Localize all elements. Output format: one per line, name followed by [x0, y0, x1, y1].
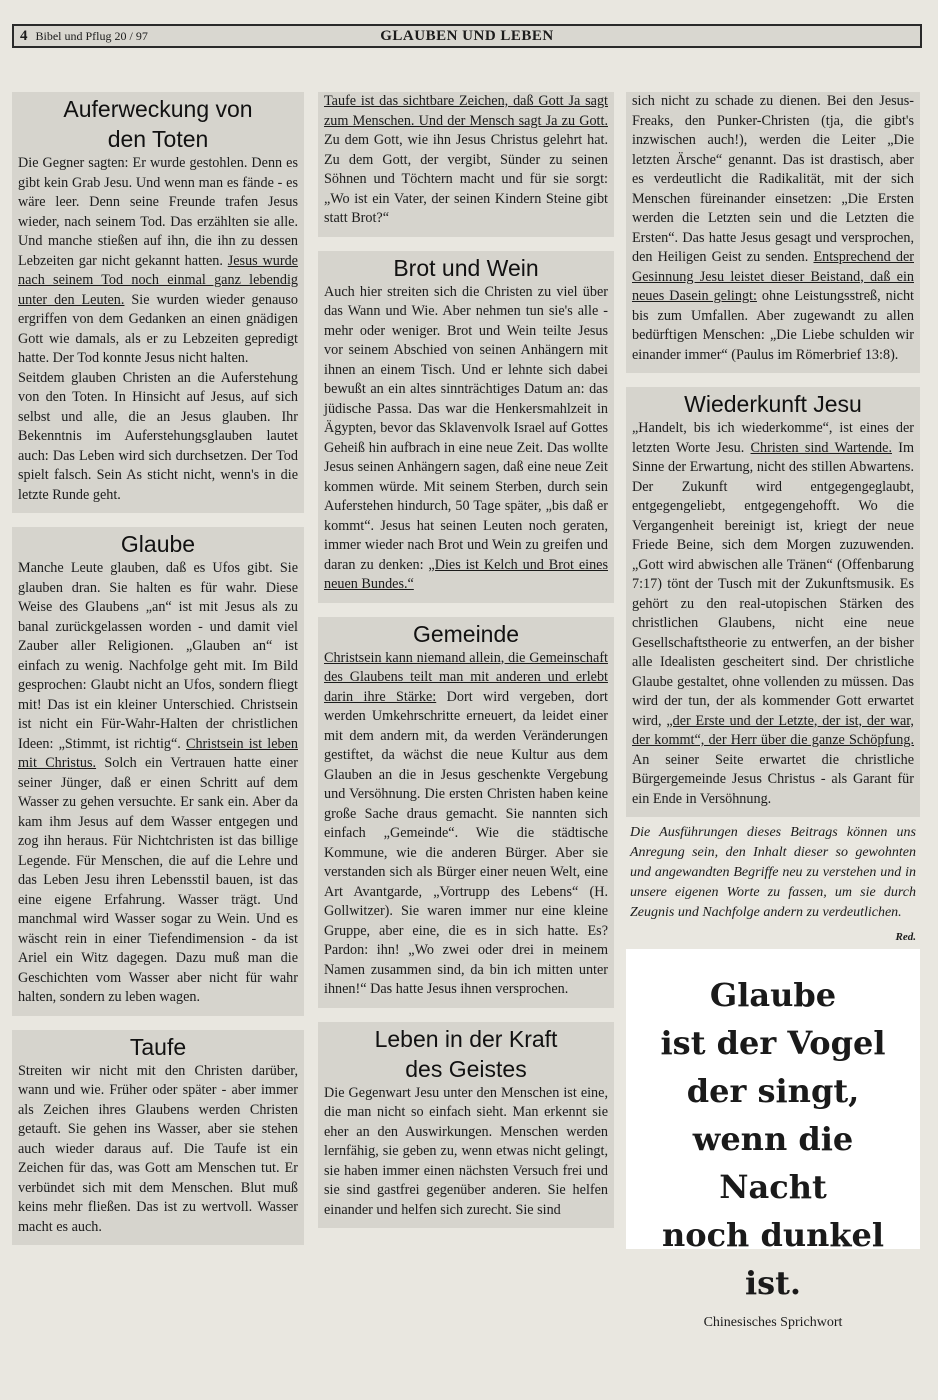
underlined-text: Entsprechend der Gesinnung Jesu leistet dieser Beistand, daß ein neues Dasein gelingt:: [632, 249, 914, 304]
article-wiederkunft: [626, 387, 920, 817]
underlined-text: Christsein kann niemand allein, die Gemeinschaft des Glaubens teilt man mit anderen und erlebt darin ihre Stärke:: [324, 649, 608, 705]
proverb-line-5: noch dunkel ist.: [661, 1216, 885, 1302]
article-title: Wiederkunft Jesu: [684, 391, 862, 417]
article-title: Brot und Wein: [393, 254, 539, 281]
article-title: Gemeinde: [412, 620, 520, 647]
text-run: Solch ein Vertrauen hatte einer seiner Jünger, daß er einen Schritt auf dem Wasser zu gehen versuchte. Er sank ein. Aber da kam ihm Jesus auf dem Wasser entgegen und zog ihn heraus. Für Nichtchristen ist das billige Legende. Für Menschen, die auf die Lehre und das Leben Jesu ihren Lebensstil bauen, ist das eine eigene Erfahrung. Wasser trägt. Und manchmal wird Wasser sogar zu Wein. Und es wäscht rein in einer Tiefendimension - da ist Ariel ein Witz dagegen. Dazu muß man die Geschichten vom Wasser aber nicht für wahr halten, sondern zu leben wagen.: [18, 755, 298, 1005]
proverb-source: Chinesisches Sprichwort: [703, 1315, 843, 1330]
underlined-text: Christsein ist leben mit Christus.: [18, 735, 298, 771]
article-body: Seitdem glauben Christen an die Auferstehung von den Toten. In Hinsicht auf Jesus, auf sich selbst und alle, die an Jesus glauben. Ihr Bekenntnis im Auferstehungsglauben lautet auch: Das Leben wird sich durchsetzen. Der Tod spielt falsch. Sein As sticht nicht, wenn's in die letzte Runde geht.: [18, 369, 298, 503]
text-run: Im Sinne der Erwartung, nicht des stillen Abwartens. Der Zukunft wird entgegengeglaubt, entgegengeliebt, entgegengehofft. Wo die Vergangenheit bereinigt ist, kriegt der neue Friede Beine, sich dem Morgen zuzuwenden. „Gott wird abwischen alle Tränen“ (Offenbarung 7:17) tönt der Tusch mit der Zukunftsmusik. Es gehört zu den real-utopischen Stärken des christlichen Glaubens, nicht eine neue Gesellschaftstheorie zu entwerfen, an der bisher alle Idealisten gescheitert sind. Der christliche Glaube gestaltet, ohne vollenden zu müssen. Das wird der tun, der als kommender Gott erwartet wird,: [632, 439, 914, 729]
article-title: [18, 92, 298, 154]
underlined-text: Christen sind Wartende.: [750, 439, 892, 456]
article-body: [632, 419, 914, 809]
editorial-note-text: Die Ausführungen dieses Beitrags können uns Anregung sein, den Inhalt dieser so gewohnten und angewandten Begriffe neu zu verstehen und in unsere eigenen Worte zu fassen, um sie durch Zeugnis und Nachfolge andern zu verdeutlichen.: [630, 825, 916, 920]
article-body: [18, 559, 298, 1008]
underlined-text: „Dies ist Kelch und Brot eines neuen Bundes.“: [324, 556, 608, 592]
article-gemeinde: [318, 617, 614, 1008]
column-1: [12, 92, 304, 1245]
title-line-1: Leben in der Kraft: [374, 1025, 558, 1052]
article-body: [18, 154, 298, 369]
proverb-line-3: der singt,: [686, 1072, 860, 1110]
article-taufe: [12, 1030, 304, 1246]
article-body: [632, 92, 914, 365]
article-body: Die Gegenwart Jesu unter den Menschen ist eine, die man nicht so einfach sieht. Man erkennt sie eher an den Auswirkungen. Menschen werden lernfähig, sie geben zu, wenn etwas nicht gelingt, sie haben immer einen nächsten Versuch frei und sie sind gastfrei gegenüber anderen. Sie helfen einander und helfen sich zurecht. Sie sind: [324, 1084, 608, 1218]
issue-label: Bibel und Pflug 20 / 97: [35, 28, 148, 43]
editorial-signature: Red.: [895, 931, 916, 943]
article-leben-im-geist: [318, 1022, 614, 1229]
article-body: Streiten wir nicht mit den Christen darüber, wann und wie. Früher oder später - aber immer als Zeichen ihres Glaubens werden Christen getauft. Sie gehen ins Wasser, aber sie stehen auch wieder daraus auf. Die Taufe ist ein Zeichen für das, was Gott am Menschen tut. Er verbündet sich mit dem Menschen. Blut muß keins mehr fließen. Das ist zu wertvoll. Wasser macht es auch.: [18, 1062, 298, 1235]
article-body: [324, 649, 608, 1000]
article-body: [324, 283, 608, 595]
article-leben-continued: [626, 92, 920, 373]
title-line-2: den Toten: [107, 126, 209, 152]
text-run: ohne Leistungsstreß, nicht bis zum Umfallen. Aber zugewandt zu allen bedürftigen Menschen: „Die Liebe schulden wir einander immer“ (Paulus im Römerbrief 13:8).: [632, 288, 915, 363]
page-header: [12, 24, 922, 48]
text-run: An seiner Seite erwartet die christliche Bürgergemeinde Jesus Christus - als Garant für ein Ende in Versöhnung.: [632, 751, 914, 807]
text-run: sich nicht zu schade zu dienen. Bei den Jesus-Freaks, den Punker-Christen (tja, die gibt's inzwischen auch!), werden die Leiter „Die letzten Ärsche“ genannt. Das ist drastisch, aber es verdeutlicht die Radikalität, mit der sich Menschen füreinander einsetzen: „Die Ersten werden die Letzten sein und die Letzten die Ersten“. Das hatte Jesus gesagt und versprochen, den Heiligen Geist zu senden.: [632, 93, 914, 265]
proverb-line-2: ist der Vogel: [660, 1024, 886, 1062]
article-title: Taufe: [129, 1033, 187, 1060]
column-3: [626, 92, 920, 1330]
section-title: GLAUBEN UND LEBEN: [380, 27, 554, 44]
article-brot-und-wein: [318, 251, 614, 603]
underlined-text: Taufe ist das sichtbare Zeichen, daß Gott Ja sagt zum Menschen. Und der Mensch sagt Ja zu Gott.: [324, 93, 608, 129]
title-line-2: des Geistes: [405, 1055, 527, 1082]
text-run: Manche Leute glauben, daß es Ufos gibt. Sie glauben dran. Sie halten es für wahr. Diese Weise des Glaubens „an“ ist mit Jesus als zu banal zurückgelassen worden - und damit viel Zauber aller Religionen. „Glauben an“ ist einfach zu wenig. Nachfolge geht mit. Im Bild gesprochen: Glaubt nicht an Ufos, sondern fliegt mit! Das ist ein kleiner Unterschied. Christsein ist nicht ein Für-Wahr-Halten der christlichen Ideen: „Stimmt, ist richtig“.: [18, 560, 298, 752]
text-run: Dort wird vergeben, dort werden Umkehrschritte erneuert, da leidet einer mit dem andern mit, da werden Veränderungen gestiftet, da wächst die neue Kultur aus dem Glauben an die in Jesus geschenkte Vergebung und Versöhnung. Die ersten Christen haben keine große Sache draus gemacht. Sie nannten sich einfach „Gemeinde“. Wie die städtische Kommune, wie die anderen Bürger. Aber sie verstanden sich als Bürger einer neuen Welt, eine Art Avantgarde, „Vortrupp des Lebens“ (H. Gollwitzer). Sie waren immer nur eine kleine Gruppe, aber eine, die es in sich hatte. Es? Pardon: ihn! „Wo zwei oder drei in meinem Namen zusammen sind, da bin ich mitten unter ihnen!“ Das hatte Jesus ihnen versprochen.: [324, 688, 608, 997]
underlined-text: Jesus wurde nach seinem Tod noch einmal ganz lebendig unter den Leuten.: [18, 252, 298, 308]
article-body: [324, 92, 608, 229]
underlined-text: „der Erste und der Letzte, der ist, der war, der kommt“, der Herr über die ganze Schöpfung.: [632, 712, 914, 748]
proverb-box: [626, 949, 920, 1330]
text-run: „Handelt, bis ich wiederkomme“, ist eines der letzten Worte Jesu.: [632, 420, 914, 456]
article-title: [324, 1022, 608, 1084]
article-title: Glaube: [120, 531, 196, 557]
editorial-note: [626, 823, 920, 943]
title-line-1: Auferweckung von: [63, 96, 253, 122]
proverb-line-1: Glaube: [709, 976, 837, 1014]
proverb-line-4: wenn die Nacht: [692, 1120, 854, 1206]
page-number: 4: [20, 27, 28, 44]
article-auferweckung: [12, 92, 304, 513]
text-run: Die Gegner sagten: Er wurde gestohlen. Denn es gibt kein Grab Jesu. Und wenn man es fände - es wäre leer. Denn seine Freunde trafen Jesus wieder, nach seinem Tod. Das erzählten sie alle. Und manche stießen auf ihn, die ihn zu dessen Lebzeiten gar nicht gekannt hatten.: [18, 155, 298, 269]
article-taufe-continued: [318, 92, 614, 237]
column-2: [318, 92, 614, 1228]
text-run: Sie wurden wieder genauso ergriffen von dem Gedanken an einen gnädigen Gott wie damals, als er zu Lebzeiten gepredigt hatte. Der Tod konnte Jesus nicht halten.: [18, 291, 298, 366]
text-run: Zu dem Gott, wie ihn Jesus Christus gelehrt hat. Zu dem Gott, der vergibt, Sünder zu seinen Söhnen und Töchtern macht und für sie sorgt: „Wo ist ein Vater, der seinen Kindern Steine gibt statt Brot?“: [324, 132, 608, 226]
article-glaube: [12, 527, 304, 1016]
text-run: Auch hier streiten sich die Christen zu viel über das Wann und Wie. Aber nehmen tun sie's alle - mehr oder weniger. Brot und Wein teilte Jesus vor seinem Abschied von seinen Anhängern mit ihnen an einem Tisch. Und er lehnte sich dabei bewußt an ein altes sinnträchtiges Datum an: das jüdische Passa. Das war die Henkersmahlzeit in Ägypten, bevor das Sklavenvolk Israel auf Gottes Geheiß hin aufbrach in eine neue Zeit. Das wollte Jesus seinen Anhängern sagen, daß eine neue Zeit kommen würde. Mit seinem Sterben, durch sein Auferstehen hindurch, 50 Tage später, „bis daß er kommt“. Jesus hat seinen Leuten noch geraten, immer wieder nach Brot und Wein zu greifen und daran zu denken:: [324, 283, 608, 573]
